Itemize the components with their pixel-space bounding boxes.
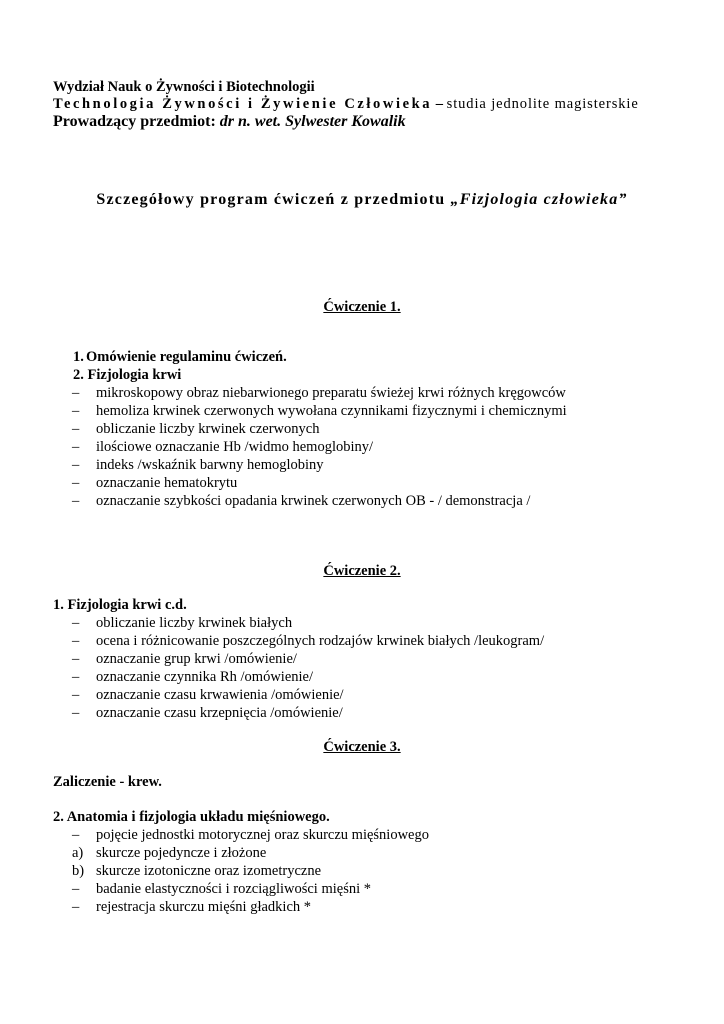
lecturer-label: Prowadzący przedmiot: [53,113,216,130]
field-of-study-line [53,96,639,113]
subject-name: „Fizjologia człowieka” [450,191,628,208]
list-item: 1. [73,349,84,365]
title-prefix: Szczegółowy program ćwiczeń z przedmiotu [96,191,451,208]
blood-physiology-item: 2. Fizjologia krwi [73,367,182,383]
faculty-name: Wydział Nauk o Żywności i Biotechnologii [53,79,315,95]
study-type: studia jednolite magisterskie [446,96,639,112]
lecturer-name: dr n. wet. Sylwester Kowalik [219,113,406,130]
credit-item: Zaliczenie - krew. [53,774,162,790]
field-of-study: Technologia Żywności i Żywienie Człowieka [53,96,433,112]
exercise-2-heading: Ćwiczenie 2. [323,563,401,579]
rules-item: Omówienie regulaminu ćwiczeń. [86,349,287,365]
blood-physiology-cont-item: 1. Fizjologia krwi c.d. [53,597,187,613]
muscle-system-item: 2. Anatomia i fizjologia układu mięśniowego. [53,809,330,825]
page-title [0,191,724,209]
lecturer-line [53,113,406,131]
exercise-3-heading: Ćwiczenie 3. [323,739,401,755]
field-separator: – [432,96,447,112]
exercise-1-heading: Ćwiczenie 1. [323,299,401,315]
